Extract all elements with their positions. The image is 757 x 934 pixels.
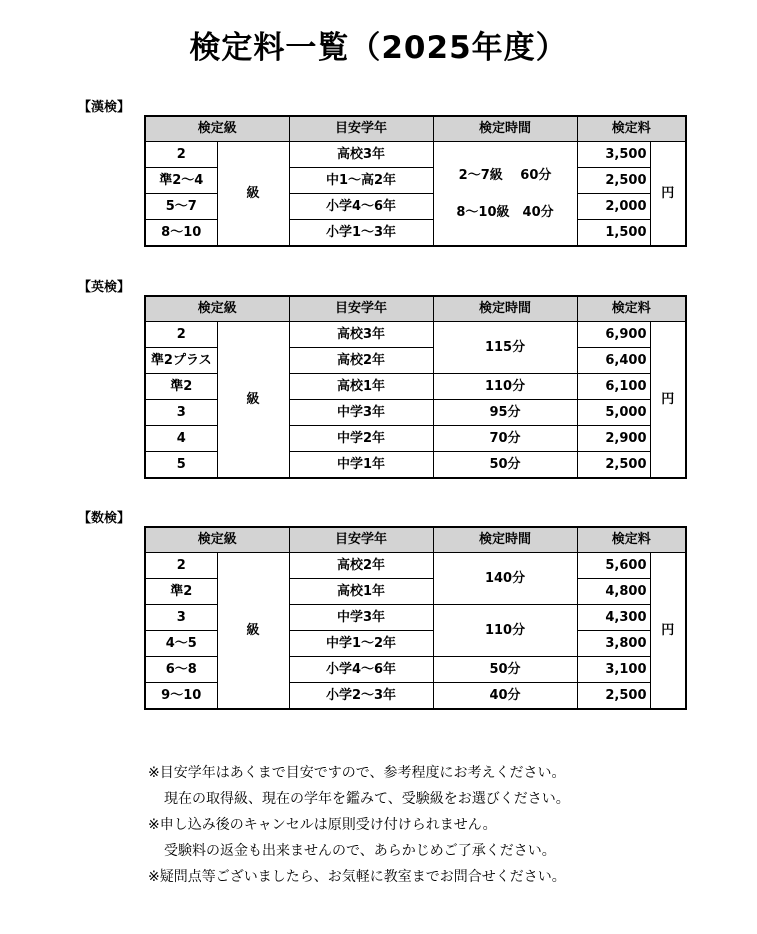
- notes-block: [148, 760, 570, 890]
- time-line-1: 2～7級 60分: [458, 167, 552, 183]
- fee-cell: 6,900: [577, 322, 650, 348]
- target-cell: 中学1～2年: [289, 631, 433, 657]
- grade-cell: 5～7: [145, 194, 217, 220]
- fee-cell: 2,500: [577, 452, 650, 479]
- target-cell: 中学2年: [289, 426, 433, 452]
- header-time: 検定時間: [433, 296, 577, 322]
- target-cell: 中学3年: [289, 605, 433, 631]
- fee-cell: 2,000: [577, 194, 650, 220]
- fee-cell: 5,000: [577, 400, 650, 426]
- target-cell: 中学1年: [289, 452, 433, 479]
- suken-fee-table: [144, 526, 687, 710]
- fee-cell: 2,500: [577, 683, 650, 710]
- table-header-row: [145, 296, 686, 322]
- time-cell: 115分: [433, 322, 577, 374]
- grade-cell: 準2: [145, 579, 217, 605]
- eiken-fee-table: [144, 295, 687, 479]
- header-target: 目安学年: [289, 116, 433, 142]
- fee-cell: 3,100: [577, 657, 650, 683]
- table-row: [145, 142, 686, 168]
- page-title: 検定料一覧（2025年度）: [189, 30, 568, 66]
- fee-cell: 2,500: [577, 168, 650, 194]
- fee-cell: 6,100: [577, 374, 650, 400]
- grade-cell: 3: [145, 605, 217, 631]
- fee-cell: 1,500: [577, 220, 650, 247]
- time-cell: 95分: [433, 400, 577, 426]
- fee-cell: 5,600: [577, 553, 650, 579]
- table-header-row: [145, 116, 686, 142]
- fee-cell: 6,400: [577, 348, 650, 374]
- header-time: 検定時間: [433, 527, 577, 553]
- target-cell: 小学1～3年: [289, 220, 433, 247]
- header-grade: 検定級: [145, 296, 289, 322]
- grade-cell: 2: [145, 553, 217, 579]
- header-fee: 検定料: [577, 296, 686, 322]
- target-cell: 小学2～3年: [289, 683, 433, 710]
- header-grade: 検定級: [145, 527, 289, 553]
- time-cell: 40分: [433, 683, 577, 710]
- target-cell: 高校3年: [289, 322, 433, 348]
- header-target: 目安学年: [289, 527, 433, 553]
- target-cell: 高校2年: [289, 553, 433, 579]
- note-line: ※申し込み後のキャンセルは原則受け付けられません。: [148, 817, 497, 833]
- header-target: 目安学年: [289, 296, 433, 322]
- grade-cell: 準2: [145, 374, 217, 400]
- note-line: 受験料の返金も出来ませんので、あらかじめご了承ください。: [164, 843, 556, 859]
- level-unit-cell: 級: [217, 322, 289, 479]
- grade-cell: 2: [145, 322, 217, 348]
- fee-cell: 4,300: [577, 605, 650, 631]
- fee-cell: 3,500: [577, 142, 650, 168]
- kanken-fee-table: [144, 115, 687, 247]
- time-line-2: 8～10級 40分: [456, 204, 554, 220]
- header-fee: 検定料: [577, 527, 686, 553]
- note-line: ※疑問点等ございましたら、お気軽に教室までお問合せください。: [148, 869, 566, 885]
- yen-unit-cell: 円: [650, 322, 686, 479]
- target-cell: 高校1年: [289, 374, 433, 400]
- target-cell: 中1～高2年: [289, 168, 433, 194]
- target-cell: 高校1年: [289, 579, 433, 605]
- fee-cell: 3,800: [577, 631, 650, 657]
- target-cell: 小学4～6年: [289, 657, 433, 683]
- grade-cell: 4～5: [145, 631, 217, 657]
- table-row: [145, 553, 686, 579]
- grade-cell: 準2プラス: [145, 348, 217, 374]
- section-label-suken: 【数検】: [78, 511, 131, 526]
- level-unit-cell: 級: [217, 553, 289, 710]
- target-cell: 中学3年: [289, 400, 433, 426]
- grade-cell: 2: [145, 142, 217, 168]
- header-time: 検定時間: [433, 116, 577, 142]
- target-cell: 小学4～6年: [289, 194, 433, 220]
- grade-cell: 6～8: [145, 657, 217, 683]
- grade-cell: 9～10: [145, 683, 217, 710]
- grade-cell: 4: [145, 426, 217, 452]
- table-header-row: [145, 527, 686, 553]
- note-line: ※目安学年はあくまで目安ですので、参考程度にお考えください。: [148, 765, 566, 781]
- target-cell: 高校2年: [289, 348, 433, 374]
- time-cell: 70分: [433, 426, 577, 452]
- table-row: [145, 322, 686, 348]
- header-grade: 検定級: [145, 116, 289, 142]
- grade-cell: 5: [145, 452, 217, 479]
- time-cell: [433, 142, 577, 247]
- yen-unit-cell: 円: [650, 142, 686, 247]
- grade-cell: 8～10: [145, 220, 217, 247]
- section-label-kanken: 【漢検】: [78, 100, 131, 115]
- target-cell: 高校3年: [289, 142, 433, 168]
- time-cell: 140分: [433, 553, 577, 605]
- time-cell: 110分: [433, 605, 577, 657]
- fee-cell: 4,800: [577, 579, 650, 605]
- yen-unit-cell: 円: [650, 553, 686, 710]
- time-cell: 50分: [433, 657, 577, 683]
- level-unit-cell: 級: [217, 142, 289, 247]
- time-cell: 110分: [433, 374, 577, 400]
- grade-cell: 3: [145, 400, 217, 426]
- section-label-eiken: 【英検】: [78, 280, 131, 295]
- grade-cell: 準2～4: [145, 168, 217, 194]
- fee-cell: 2,900: [577, 426, 650, 452]
- header-fee: 検定料: [577, 116, 686, 142]
- time-cell: 50分: [433, 452, 577, 479]
- note-line: 現在の取得級、現在の学年を鑑みて、受験級をお選びください。: [164, 791, 570, 807]
